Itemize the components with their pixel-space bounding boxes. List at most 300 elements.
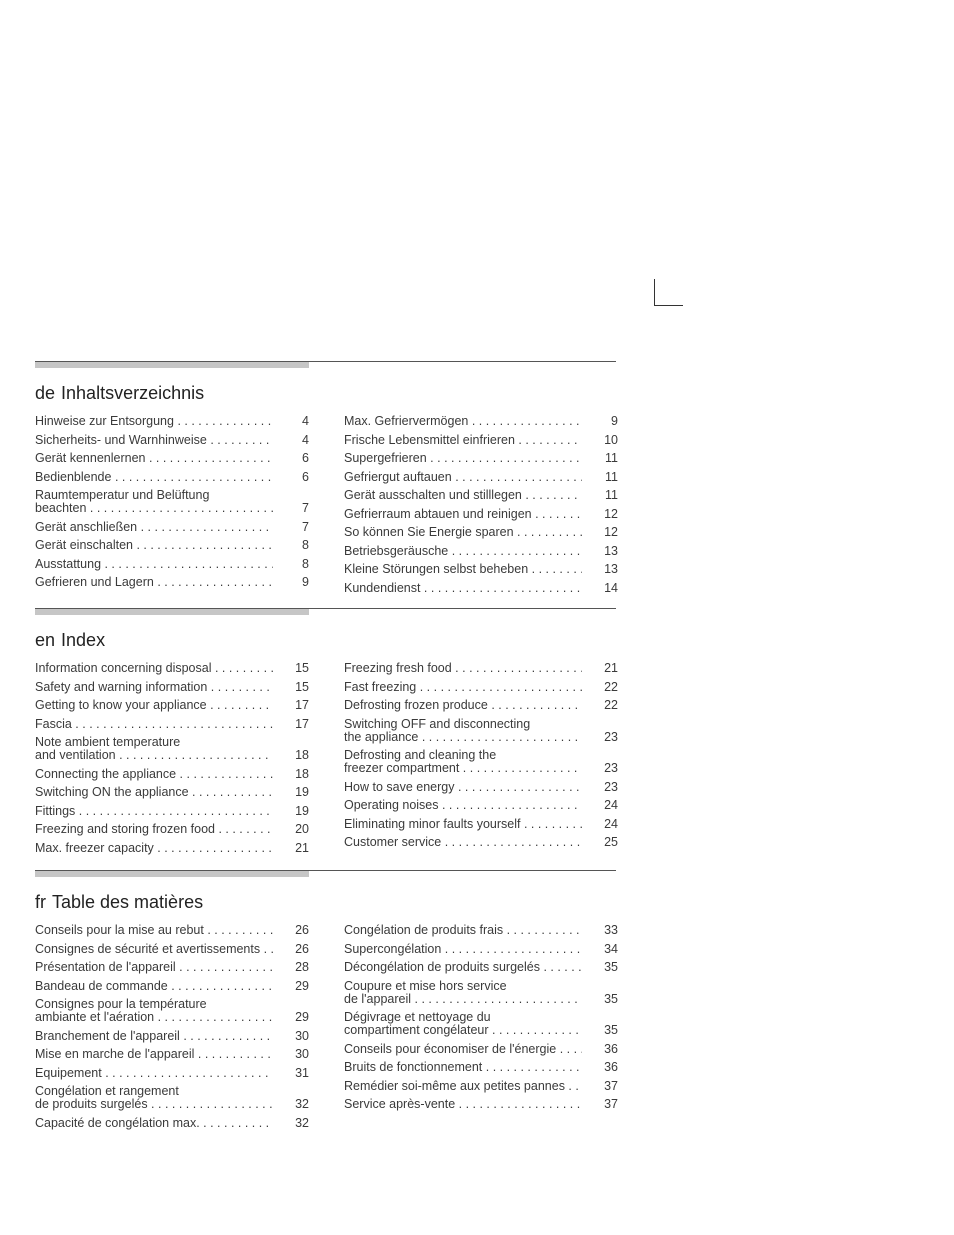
toc-entry-title-line2: beachten (35, 501, 87, 515)
toc-entry-title (344, 818, 582, 831)
toc-entry-title (344, 526, 582, 539)
toc-entry-title-text: Présentation de l'appareil (35, 961, 176, 974)
toc-entry-title-line1: Consignes pour la température (35, 998, 207, 1011)
leader-dots (503, 924, 582, 937)
toc-entry-page: 24 (604, 816, 618, 831)
toc-section-fr (35, 870, 618, 1130)
toc-entry[interactable] (344, 471, 618, 484)
toc-entry[interactable] (35, 521, 309, 534)
toc-column-right (344, 415, 618, 600)
toc-entry-title (344, 961, 582, 974)
toc-entry-page: 21 (295, 840, 309, 855)
toc-entry-page: 9 (302, 575, 309, 589)
toc-entry[interactable] (344, 545, 618, 558)
toc-entry-title (35, 521, 273, 534)
toc-entry[interactable] (344, 563, 618, 576)
leader-dots (154, 842, 273, 855)
toc-entry-title-text: Branchement de l'appareil (35, 1029, 180, 1043)
toc-entry[interactable] (344, 1011, 618, 1037)
toc-entry-title (35, 1085, 273, 1111)
toc-entry-title-text: Switching ON the appliance (35, 786, 189, 799)
leader-dots (532, 508, 582, 521)
leader-dots (420, 582, 582, 595)
toc-entry-title (35, 558, 273, 571)
toc-entry-title (35, 452, 273, 465)
leader-dots (448, 545, 582, 558)
toc-column-right (344, 662, 618, 855)
toc-entry-page: 7 (302, 501, 309, 515)
toc-entry-title-text: Remédier soi-même aux petites pannes (344, 1079, 565, 1093)
toc-entry-title (35, 768, 273, 781)
section-title: Inhaltsverzeichnis (61, 383, 205, 403)
toc-entry-title-text: Betriebsgeräusche (344, 544, 449, 558)
toc-entry[interactable] (35, 415, 309, 428)
toc-entry-title (35, 1067, 273, 1080)
toc-entry[interactable] (344, 582, 618, 595)
toc-entry[interactable] (344, 924, 618, 937)
toc-entry-page: 22 (604, 679, 618, 694)
toc-entry-title-line2: ambiante et l'aération (35, 1010, 155, 1024)
toc-entry[interactable] (35, 943, 309, 956)
toc-entry[interactable] (344, 1043, 618, 1056)
toc-entry-title-text: Fittings (35, 804, 76, 818)
toc-entry-page: 23 (604, 761, 618, 775)
toc-entry[interactable] (35, 558, 309, 571)
toc-entry-title (35, 471, 273, 484)
toc-entry-title-text: Bruits de fonctionnement (344, 1061, 483, 1074)
toc-entry-page: 6 (302, 451, 309, 465)
leader-dots (75, 805, 273, 818)
toc-entry-title (35, 415, 273, 428)
toc-entry-page: 7 (302, 519, 309, 534)
toc-entry-title (35, 699, 273, 712)
toc-entry-title-text: Supergefrieren (344, 452, 427, 465)
toc-entry-title-text: Bedienblende (35, 470, 112, 484)
toc-entry-title-text: Operating noises (344, 799, 439, 812)
toc-entry-title-text: So können Sie Energie sparen (344, 526, 514, 539)
toc-entry[interactable] (344, 718, 618, 744)
toc-entry[interactable] (35, 1067, 309, 1080)
toc-entry[interactable] (344, 434, 618, 447)
section-rule (35, 870, 616, 877)
leader-dots (439, 799, 582, 812)
toc-entry-page: 20 (295, 822, 309, 836)
toc-column-left (35, 415, 309, 595)
toc-entry-title (344, 781, 582, 794)
toc-entry-title-line1: Congélation et rangement (35, 1085, 179, 1098)
toc-column-right (344, 924, 618, 1117)
leader-dots (194, 1048, 273, 1061)
toc-entry-page: 37 (604, 1078, 618, 1093)
toc-entry[interactable] (35, 961, 309, 974)
toc-entry-page: 6 (302, 469, 309, 484)
toc-entry-page: 11 (605, 488, 618, 502)
toc-entry-page: 30 (295, 1028, 309, 1043)
toc-entry[interactable] (344, 818, 618, 831)
toc-entry-title (344, 980, 582, 1006)
toc-entry[interactable] (35, 452, 309, 465)
toc-entry-title (35, 980, 273, 993)
leader-dots (556, 1043, 582, 1056)
leader-dots (454, 781, 582, 794)
toc-entry[interactable] (344, 452, 618, 465)
toc-entry-page: 25 (604, 835, 618, 849)
toc-entry-title-text: Gerät kennenlernen (35, 452, 146, 465)
leader-dots (441, 836, 582, 849)
toc-entry-title-text: Equipement (35, 1066, 102, 1080)
toc-entry-title (35, 434, 273, 447)
leader-dots (411, 992, 582, 1006)
section-title: Table des matières (52, 892, 204, 912)
toc-column-left (35, 924, 309, 1135)
toc-entry[interactable] (35, 998, 309, 1024)
toc-entry-title (344, 943, 582, 956)
toc-entry-title (344, 662, 582, 675)
toc-entry-title-text: Customer service (344, 836, 442, 849)
toc-entry-title (35, 805, 273, 818)
toc-entry-title-text: Kundendienst (344, 581, 421, 595)
toc-entry-title (35, 823, 273, 836)
toc-entry-page: 18 (295, 748, 309, 762)
leader-dots (154, 576, 273, 589)
leader-dots (489, 1023, 582, 1037)
leader-dots (452, 662, 582, 675)
leader-dots (514, 526, 582, 539)
toc-entry-title (344, 489, 582, 502)
leader-dots (174, 415, 273, 428)
toc-entry-title (344, 799, 582, 812)
toc-entry-title (35, 489, 273, 515)
toc-entry-page: 36 (604, 1060, 618, 1074)
toc-entry-title (344, 508, 582, 521)
toc-entry-title-text: Eliminating minor faults yourself (344, 817, 521, 831)
toc-entry-page: 23 (604, 779, 618, 794)
toc-entry-title (35, 539, 273, 552)
toc-entry-page: 19 (295, 803, 309, 818)
toc-entry[interactable] (35, 718, 309, 731)
toc-entry-title (35, 736, 273, 762)
leader-dots (441, 943, 582, 956)
toc-entry-title-text: Kleine Störungen selbst beheben (344, 563, 529, 576)
toc-entry-title (344, 1080, 582, 1093)
leader-dots (86, 501, 273, 515)
toc-entry-title-text: Congélation de produits frais (344, 924, 504, 937)
toc-entry-title-text: Safety and warning information (35, 680, 208, 694)
toc-entry-title-text: Décongélation de produits surgelés (344, 961, 540, 974)
toc-entry-title (344, 924, 582, 937)
toc-entry-page: 4 (302, 432, 309, 447)
toc-entry-title-text: Gerät anschließen (35, 520, 138, 534)
leader-dots (189, 786, 273, 799)
toc-entry-page: 35 (604, 1023, 618, 1037)
toc-entry-page: 8 (302, 538, 309, 552)
toc-entry-page: 22 (604, 698, 618, 712)
toc-section-en (35, 608, 618, 855)
toc-entry-title-line1: Dégivrage et nettoyage du (344, 1011, 491, 1024)
toc-entry-title-text: Service après-vente (344, 1098, 456, 1111)
toc-entry-page: 17 (295, 698, 309, 712)
toc-entry-title-text: Max. Gefriervermögen (344, 415, 469, 428)
toc-entry[interactable] (35, 823, 309, 836)
leader-dots (540, 961, 582, 974)
toc-entry[interactable] (344, 980, 618, 1006)
toc-entry-title-text: Capacité de congélation max. (35, 1116, 200, 1130)
leader-dots (482, 1061, 582, 1074)
leader-dots (101, 558, 273, 571)
toc-entry-title (344, 434, 582, 447)
leader-dots (418, 730, 582, 744)
toc-entry-title-text: Gerät einschalten (35, 539, 133, 552)
toc-entry-title-line2: de produits surgelés (35, 1097, 148, 1111)
leader-dots (207, 699, 273, 712)
toc-entry-title-line2: freezer compartment (344, 761, 460, 775)
section-rule (35, 361, 616, 368)
toc-entry-title (344, 415, 582, 428)
toc-entry[interactable] (35, 489, 309, 515)
toc-entry-page: 18 (295, 766, 309, 781)
toc-entry[interactable] (35, 924, 309, 937)
toc-entry[interactable] (35, 768, 309, 781)
toc-entry-title (35, 662, 273, 675)
leader-dots (260, 943, 273, 956)
leader-dots (212, 662, 274, 675)
leader-dots (72, 718, 273, 731)
toc-entry[interactable] (344, 662, 618, 675)
toc-entry-title-line1: Note ambient temperature (35, 736, 181, 749)
leader-dots (207, 434, 273, 447)
toc-entry-title (344, 471, 582, 484)
toc-entry-title-line1: Raumtemperatur und Belüftung (35, 489, 210, 502)
toc-entry-page: 15 (295, 661, 309, 675)
leader-dots (180, 1030, 273, 1043)
crop-corner-mark (654, 279, 683, 306)
toc-entry[interactable] (344, 836, 618, 849)
toc-entry-page: 24 (604, 798, 618, 812)
section-heading (35, 623, 616, 657)
toc-entry[interactable] (344, 961, 618, 974)
toc-entry-title-text: Fascia (35, 717, 72, 731)
toc-entry[interactable] (344, 681, 618, 694)
toc-entry-title-text: Ausstattung (35, 557, 102, 571)
toc-entry-page: 35 (604, 960, 618, 974)
toc-entry-title (344, 563, 582, 576)
toc-entry-page: 32 (295, 1115, 309, 1130)
leader-dots (102, 1067, 273, 1080)
toc-entry-title-text: Fast freezing (344, 680, 417, 694)
leader-dots (416, 681, 582, 694)
toc-entry-title (35, 718, 273, 731)
toc-entry-title (35, 681, 273, 694)
toc-entry-page: 15 (295, 679, 309, 694)
toc-entry-title-text: Gefriergut auftauen (344, 470, 452, 484)
toc-entry-title (344, 699, 582, 712)
leader-dots (154, 1010, 273, 1024)
toc-entry-title-text: Getting to know your appliance (35, 699, 207, 712)
toc-entry-page: 31 (295, 1065, 309, 1080)
toc-entry-title (344, 545, 582, 558)
toc-entry-page: 10 (604, 432, 618, 447)
toc-entry-title (35, 998, 273, 1024)
toc-entry-title (35, 1048, 273, 1061)
toc-column-left (35, 662, 309, 860)
toc-entry-page: 33 (604, 923, 618, 937)
toc-entry-title-text: Frische Lebensmittel einfrieren (344, 433, 515, 447)
toc-entry-page: 14 (604, 580, 618, 595)
toc-entry[interactable] (344, 749, 618, 775)
toc-entry-title (344, 582, 582, 595)
toc-entry-title-text: Sicherheits- und Warnhinweise (35, 433, 207, 447)
leader-dots (427, 452, 582, 465)
toc-entry-page: 29 (295, 1010, 309, 1024)
toc-entry-title (35, 1030, 273, 1043)
toc-entry-title (344, 836, 582, 849)
toc-entry-title (344, 1061, 582, 1074)
section-title: Index (61, 630, 106, 650)
toc-entry-title-line2: the appliance (344, 729, 419, 744)
toc-entry-page: 12 (604, 506, 618, 521)
toc-entry[interactable] (35, 681, 309, 694)
leader-dots (528, 563, 582, 576)
toc-section-de (35, 361, 618, 595)
toc-entry-title-line2: compartiment congélateur (344, 1023, 489, 1037)
toc-entry-page: 37 (604, 1097, 618, 1111)
section-heading (35, 376, 616, 410)
toc-entry-page: 17 (295, 716, 309, 731)
toc-entry-title-line1: Coupure et mise hors service (344, 979, 507, 993)
toc-entry[interactable] (35, 539, 309, 552)
toc-entry[interactable] (35, 1085, 309, 1111)
toc-entry-title (35, 961, 273, 974)
toc-entry-title-line1: Defrosting and cleaning the (344, 749, 497, 762)
toc-entry-page: 35 (604, 991, 618, 1006)
leader-dots (207, 681, 273, 694)
toc-entry-title (35, 576, 273, 589)
leader-dots (468, 415, 582, 428)
toc-entry-page: 28 (295, 960, 309, 974)
leader-dots (176, 768, 273, 781)
leader-dots (488, 699, 582, 712)
toc-entry-title (344, 718, 582, 744)
toc-entry-title (35, 842, 273, 855)
toc-entry-page: 11 (605, 451, 618, 465)
toc-entry-title-line2: de l'appareil (344, 991, 412, 1006)
toc-entry-title-text: Conseils pour la mise au rebut (35, 924, 204, 937)
leader-dots (515, 434, 582, 447)
toc-entry[interactable] (35, 805, 309, 818)
leader-dots (452, 471, 582, 484)
language-code: de (35, 383, 56, 403)
toc-entry-title-text: Max. freezer capacity (35, 841, 154, 855)
leader-dots (204, 924, 273, 937)
toc-entry[interactable] (344, 699, 618, 712)
toc-entry-page: 30 (295, 1047, 309, 1061)
toc-entry[interactable] (35, 576, 309, 589)
toc-entry-page: 8 (302, 556, 309, 571)
toc-entry[interactable] (35, 471, 309, 484)
toc-entry[interactable] (35, 1030, 309, 1043)
leader-dots (148, 1097, 273, 1111)
toc-entry-page: 23 (604, 729, 618, 744)
leader-dots (111, 471, 273, 484)
toc-entry-title-text: Information concerning disposal (35, 662, 212, 675)
leader-dots (176, 961, 273, 974)
toc-entry[interactable] (344, 781, 618, 794)
leader-dots (146, 452, 274, 465)
toc-entry[interactable] (344, 943, 618, 956)
leader-dots (137, 521, 273, 534)
toc-entry-page: 13 (604, 562, 618, 576)
leader-dots (215, 823, 273, 836)
toc-entry[interactable] (35, 736, 309, 762)
toc-entry-title-text: Hinweise zur Entsorgung (35, 415, 174, 428)
toc-entry-title-text: Defrosting frozen produce (344, 699, 488, 712)
toc-entry[interactable] (35, 699, 309, 712)
language-code: en (35, 630, 56, 650)
toc-entry[interactable] (344, 489, 618, 502)
leader-dots (520, 818, 582, 831)
leader-dots (565, 1080, 582, 1093)
toc-entry[interactable] (35, 786, 309, 799)
leader-dots (200, 1117, 273, 1130)
toc-entry-page: 13 (604, 543, 618, 558)
toc-entry-title (344, 1011, 582, 1037)
toc-entry-title-text: Conseils pour économiser de l'énergie (344, 1042, 557, 1056)
leader-dots (168, 980, 273, 993)
toc-entry-title-text: Bandeau de commande (35, 979, 168, 993)
section-heading (35, 885, 616, 919)
toc-entry-page: 32 (295, 1097, 309, 1111)
toc-entry-title-text: Freezing fresh food (344, 662, 452, 675)
toc-entry[interactable] (344, 1098, 618, 1111)
toc-entry[interactable] (35, 980, 309, 993)
toc-entry-title-text: Gefrierraum abtauen und reinigen (344, 507, 532, 521)
toc-entry-title-line1: Switching OFF and disconnecting (344, 717, 531, 731)
toc-entry-title-text: Consignes de sécurité et avertissements (35, 942, 261, 956)
toc-entry[interactable] (35, 842, 309, 855)
toc-entry-title-text: Gefrieren und Lagern (35, 576, 154, 589)
toc-entry-title-text: Gerät ausschalten und stilllegen (344, 489, 522, 502)
toc-entry-title (35, 943, 273, 956)
toc-entry[interactable] (35, 1117, 309, 1130)
toc-entry-title (35, 786, 273, 799)
toc-entry[interactable] (344, 799, 618, 812)
toc-entry-title-text: Supercongélation (344, 942, 442, 956)
leader-dots (455, 1098, 582, 1111)
toc-entry[interactable] (35, 662, 309, 675)
leader-dots (133, 539, 273, 552)
toc-entry[interactable] (344, 526, 618, 539)
toc-entry[interactable] (344, 415, 618, 428)
language-code: fr (35, 892, 46, 912)
toc-entry-title-line2: and ventilation (35, 748, 116, 762)
toc-entry[interactable] (344, 508, 618, 521)
toc-entry-title (35, 924, 273, 937)
toc-entry[interactable] (344, 1061, 618, 1074)
toc-entry-title (344, 452, 582, 465)
toc-entry-title (344, 1098, 582, 1111)
toc-entry-page: 11 (605, 469, 618, 484)
toc-entry[interactable] (35, 1048, 309, 1061)
toc-entry-page: 29 (295, 978, 309, 993)
toc-entry-title (35, 1117, 273, 1130)
toc-entry-title-text: Freezing and storing frozen food (35, 823, 215, 836)
toc-entry-title-text: Connecting the appliance (35, 767, 177, 781)
toc-entry[interactable] (35, 434, 309, 447)
toc-entry[interactable] (344, 1080, 618, 1093)
toc-entry-page: 36 (604, 1041, 618, 1056)
toc-entry-page: 26 (295, 941, 309, 956)
leader-dots (116, 748, 273, 762)
